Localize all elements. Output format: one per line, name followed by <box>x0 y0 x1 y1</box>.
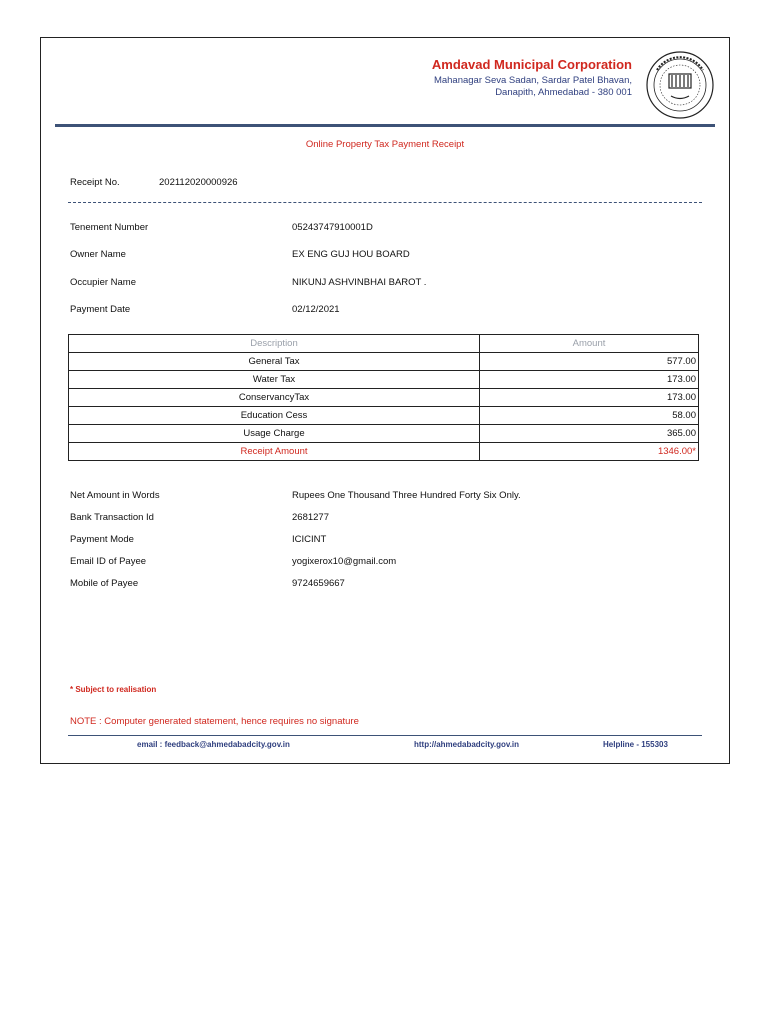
total-row <box>69 443 699 461</box>
bank-transaction-id-label: Bank Transaction Id <box>70 512 154 523</box>
receipt-frame <box>40 37 730 764</box>
table-row <box>69 407 699 425</box>
table-row <box>69 389 699 407</box>
payment-mode-value: ICICINT <box>292 534 327 545</box>
occupier-name-value: NIKUNJ ASHVINBHAI BAROT . <box>292 277 427 288</box>
table-row <box>69 371 699 389</box>
address-line-2: Danapith, Ahmedabad - 380 001 <box>495 87 632 98</box>
row-amount: 577.00 <box>480 353 699 371</box>
amount-header: Amount <box>480 335 699 353</box>
amc-seal-icon <box>645 50 715 120</box>
row-description: ConservancyTax <box>69 389 480 407</box>
header-divider <box>55 124 715 127</box>
bank-transaction-id-value: 2681277 <box>292 512 329 523</box>
realisation-note: * Subject to realisation <box>70 685 157 694</box>
payee-email-label: Email ID of Payee <box>70 556 147 567</box>
net-amount-words-value: Rupees One Thousand Three Hundred Forty Six Only. <box>292 490 521 501</box>
receipt-no-value: 202112020000926 <box>159 177 238 188</box>
signature-note: NOTE : Computer generated statement, hence requires no signature <box>70 716 359 727</box>
row-amount: 173.00 <box>480 371 699 389</box>
org-name: Amdavad Municipal Corporation <box>431 57 632 72</box>
tenement-number-value: 05243747910001D <box>292 222 373 233</box>
receipt-no-label: Receipt No. <box>70 177 120 188</box>
table-row <box>69 425 699 443</box>
footer-divider <box>68 735 702 736</box>
footer-email: email : feedback@ahmedabadcity.gov.in <box>137 740 290 749</box>
footer-url-link[interactable]: http://ahmedabadcity.gov.in <box>414 740 520 749</box>
owner-name-value: EX ENG GUJ HOU BOARD <box>292 249 410 260</box>
net-amount-words-label: Net Amount in Words <box>70 490 160 501</box>
owner-name-label: Owner Name <box>70 249 126 260</box>
row-amount: 365.00 <box>480 425 699 443</box>
row-description: Water Tax <box>69 371 480 389</box>
payment-mode-label: Payment Mode <box>70 534 134 545</box>
payee-mobile-value: 9724659667 <box>292 578 345 589</box>
document-title: Online Property Tax Payment Receipt <box>305 139 465 150</box>
payee-email-value: yogixerox10@gmail.com <box>292 556 397 567</box>
payment-date-label: Payment Date <box>70 304 131 315</box>
payee-mobile-label: Mobile of Payee <box>70 578 139 589</box>
occupier-name-label: Occupier Name <box>70 277 136 288</box>
row-description: General Tax <box>69 353 480 371</box>
charges-table <box>68 334 699 461</box>
total-amount: 1346.00* <box>480 443 699 461</box>
row-amount: 58.00 <box>480 407 699 425</box>
tenement-number-label: Tenement Number <box>70 222 149 233</box>
payment-date-value: 02/12/2021 <box>292 304 340 315</box>
description-header: Description <box>69 335 480 353</box>
table-row <box>69 353 699 371</box>
table-header-row <box>69 335 699 353</box>
dashed-divider <box>68 202 702 203</box>
row-amount: 173.00 <box>480 389 699 407</box>
address-line-1: Mahanagar Seva Sadan, Sardar Patel Bhavan, <box>433 75 632 86</box>
total-description: Receipt Amount <box>69 443 480 461</box>
row-description: Usage Charge <box>69 425 480 443</box>
footer-helpline: Helpline - 155303 <box>603 740 668 749</box>
row-description: Education Cess <box>69 407 480 425</box>
